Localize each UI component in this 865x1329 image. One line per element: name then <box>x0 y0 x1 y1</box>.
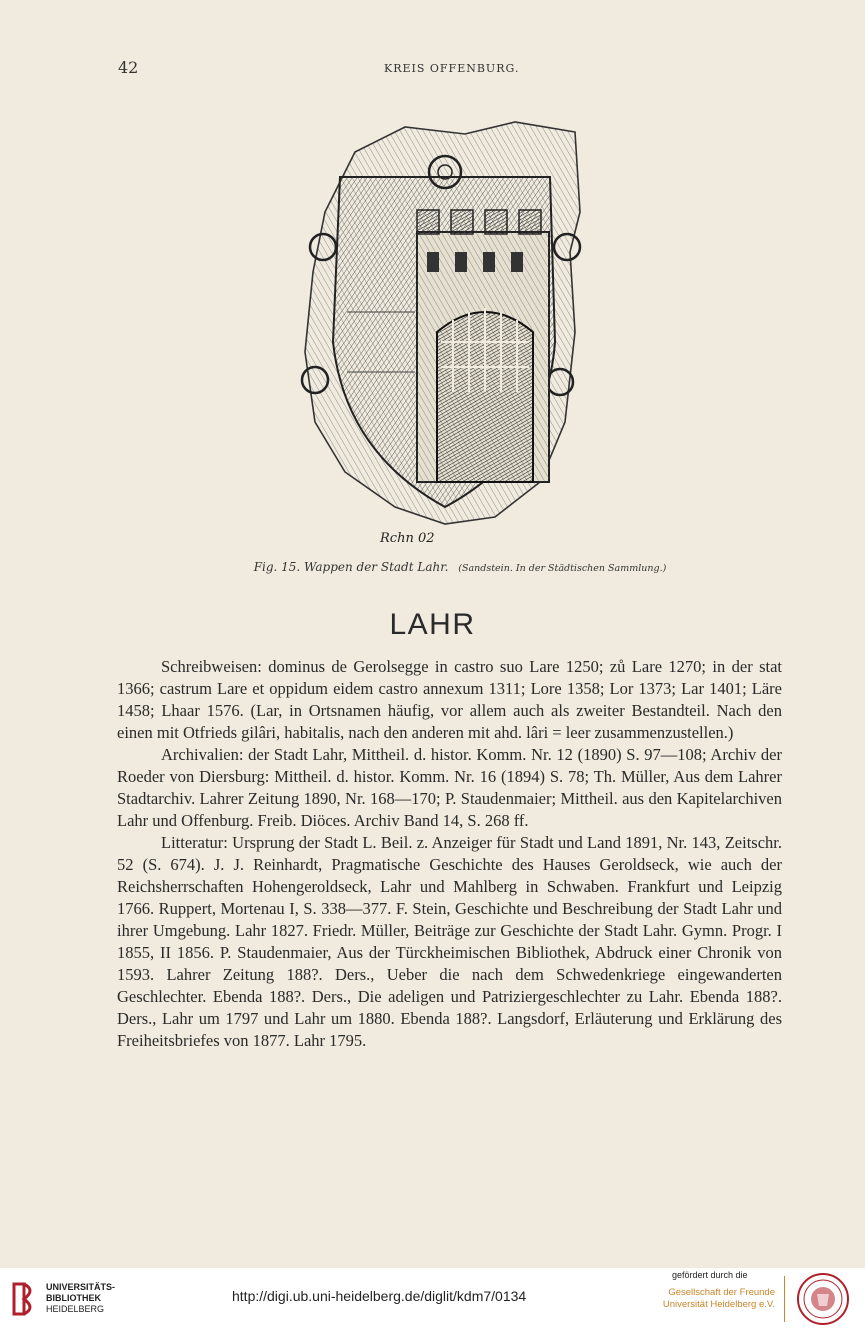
sponsor-line-2: Universität Heidelberg e.V. <box>662 1299 775 1310</box>
sponsor-line-1: Gesellschaft der Freunde <box>668 1287 775 1298</box>
permalink-url[interactable]: http://digi.ub.uni-heidelberg.de/diglit/kdm7/0134 <box>232 1288 527 1304</box>
figure-caption <box>150 560 770 574</box>
paragraph-archivalien: Archivalien: der Stadt Lahr, Mittheil. d. histor. Komm. Nr. 12 (1890) S. 97—108; Archiv der Roeder von Diersburg: Mittheil. d. histor. Komm. Nr. 16 (1894) S. 78; Th. Müller, Aus dem Lahrer Stadtarchiv. Lahrer Zeitung 1890, Nr. 168—170; P. Staudenmaier; Mittheil. aus den Kapitelarchiven Lahr und Offenburg. Freib. Diöces. Archiv Band 14, S. 268 ff. <box>117 745 782 830</box>
caption-sub: (Sandstein. In der Städtischen Sammlung.) <box>458 563 667 574</box>
library-line-2: BIBLIOTHEK <box>46 1293 101 1303</box>
section-title: LAHR <box>389 608 476 641</box>
university-library-name[interactable] <box>46 1282 115 1315</box>
university-library-logo-icon[interactable] <box>10 1280 38 1318</box>
coat-of-arms-illustration <box>285 92 595 552</box>
caption-main: Fig. 15. Wappen der Stadt Lahr. <box>253 560 449 574</box>
body-text <box>117 656 782 1052</box>
sponsor-divider <box>784 1276 785 1322</box>
running-title: KREIS OFFENBURG. <box>384 62 520 75</box>
tower-emblem <box>417 210 549 482</box>
sponsor-label: gefördert durch die <box>672 1270 748 1280</box>
paragraph-litteratur: Litteratur: Ursprung der Stadt L. Beil. z. Anzeiger für Stadt und Land 1891, Nr. 143, Zeitschr. 52 (S. 674). J. J. Reinhardt, Pragmatische Geschichte des Hauses Geroldseck, wie auch der Reichsherrschaften Hohengeroldseck, Lahr und Mahlberg in Schwaben. Frankfurt und Leipzig 1766. Ruppert, Mortenau I, S. 338—377. F. Stein, Geschichte und Beschreibung der Stadt Lahr und ihrer Umgebung. Lahr 1827. Friedr. Müller, Beiträge zur Geschichte der Stadt Lahr. Gymn. Progr. I 1855, II 1856. P. Staudenmaier, Aus der Türckheimischen Bibliothek, Abdruck einer Chronik von 1593. Lahrer Zeitung 188?. Ders., Ueber die nach dem Schwedenkriege eingewanderten Geschlechter. Ebenda 188?. Ders., Die adeligen und Patriziergeschlechter zu Lahr. Ebenda 188?. Ders., Lahr um 1797 und Lahr um 1880. Ebenda 188?. Langsdorf, Erläuterung und Erklärung des Freiheitsbriefes von 1877. Lahr 1795. <box>117 833 782 1050</box>
library-line-3: HEIDELBERG <box>46 1304 105 1314</box>
library-line-1: UNIVERSITÄTS- <box>46 1282 116 1292</box>
sponsor-name[interactable] <box>663 1287 775 1311</box>
viewer-footer <box>0 1268 865 1329</box>
page-number: 42 <box>118 58 139 77</box>
artist-signature: Rchn 02 <box>380 531 435 546</box>
paragraph-schreibweisen: Schreibweisen: dominus de Gerolsegge in castro suo Lare 1250; zů Lare 1270; in der stat 1366; castrum Lare et oppidum eidem castro annexum 1311; Lore 1358; Lor 1373; Lar 1401; Läre 1458; Lhaar 1576. (Lar, in Ortsnamen häufig, vor allem auch als zweiter Bestandteil. Nach den einen mit Otfrieds gilâri, habitalis, nach den anderen mit ahd. lâri = leer zusammenzustellen.) <box>117 657 782 742</box>
university-seal-icon[interactable] <box>796 1272 850 1326</box>
